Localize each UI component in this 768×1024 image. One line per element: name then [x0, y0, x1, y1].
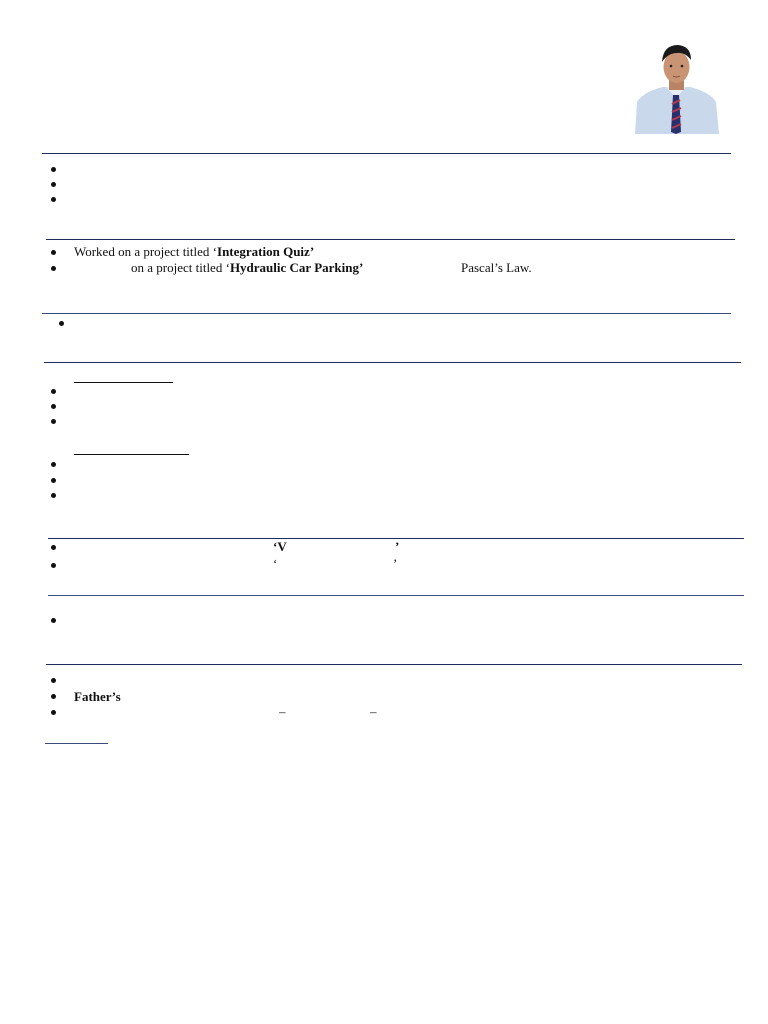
footer-underline [45, 743, 108, 744]
project-item-2 [131, 260, 363, 276]
list-bullet [51, 389, 56, 394]
list-bullet [51, 694, 56, 699]
list-bullet [51, 618, 56, 623]
list-bullet [51, 678, 56, 683]
project-1-prefix: Worked on a project titled [74, 244, 213, 259]
activity-2-close-quote: ’ [393, 556, 398, 571]
subheading-underline-2 [74, 454, 189, 455]
person-photo-icon [633, 42, 720, 134]
project-2-close-quote: ’ [358, 260, 364, 275]
profile-photo [633, 42, 720, 134]
section-divider-1 [42, 153, 731, 154]
activity-1-close-quote: ’ [395, 539, 400, 554]
project-2-suffix: Pascal’s Law. [461, 260, 532, 275]
project-1-title: Integration Quiz [217, 244, 310, 259]
section-divider-6 [48, 595, 744, 596]
section-divider-3 [42, 313, 731, 314]
activity-1-fragment [273, 539, 287, 555]
project-2-prefix: on a project titled [131, 260, 226, 275]
list-bullet [51, 266, 56, 271]
list-bullet [51, 167, 56, 172]
list-bullet [51, 462, 56, 467]
list-bullet [51, 478, 56, 483]
project-1-close-quote: ’ [309, 244, 315, 259]
personal-dash-2: – [370, 704, 377, 719]
project-2-title: Hydraulic Car Parking [229, 260, 359, 275]
activity-1-text: ‘V [273, 539, 287, 554]
activity-2-open-quote: ‘ [273, 556, 278, 571]
list-bullet [51, 545, 56, 550]
list-bullet [51, 419, 56, 424]
father-name-label: Father’s [74, 689, 121, 704]
list-bullet [51, 197, 56, 202]
project-item-1 [74, 244, 314, 260]
project-1-open-quote: ‘ [212, 244, 218, 259]
list-bullet [51, 710, 56, 715]
subheading-underline-1 [74, 382, 173, 383]
list-bullet [51, 563, 56, 568]
section-divider-projects [46, 239, 735, 240]
section-divider-personal [46, 664, 742, 665]
project-2-open-quote: ‘ [225, 260, 230, 275]
personal-dash-1: – [279, 704, 286, 719]
list-bullet [51, 182, 56, 187]
section-divider-4 [44, 362, 741, 363]
list-bullet [59, 321, 64, 326]
list-bullet [51, 404, 56, 409]
list-bullet [51, 493, 56, 498]
list-bullet [51, 250, 56, 255]
